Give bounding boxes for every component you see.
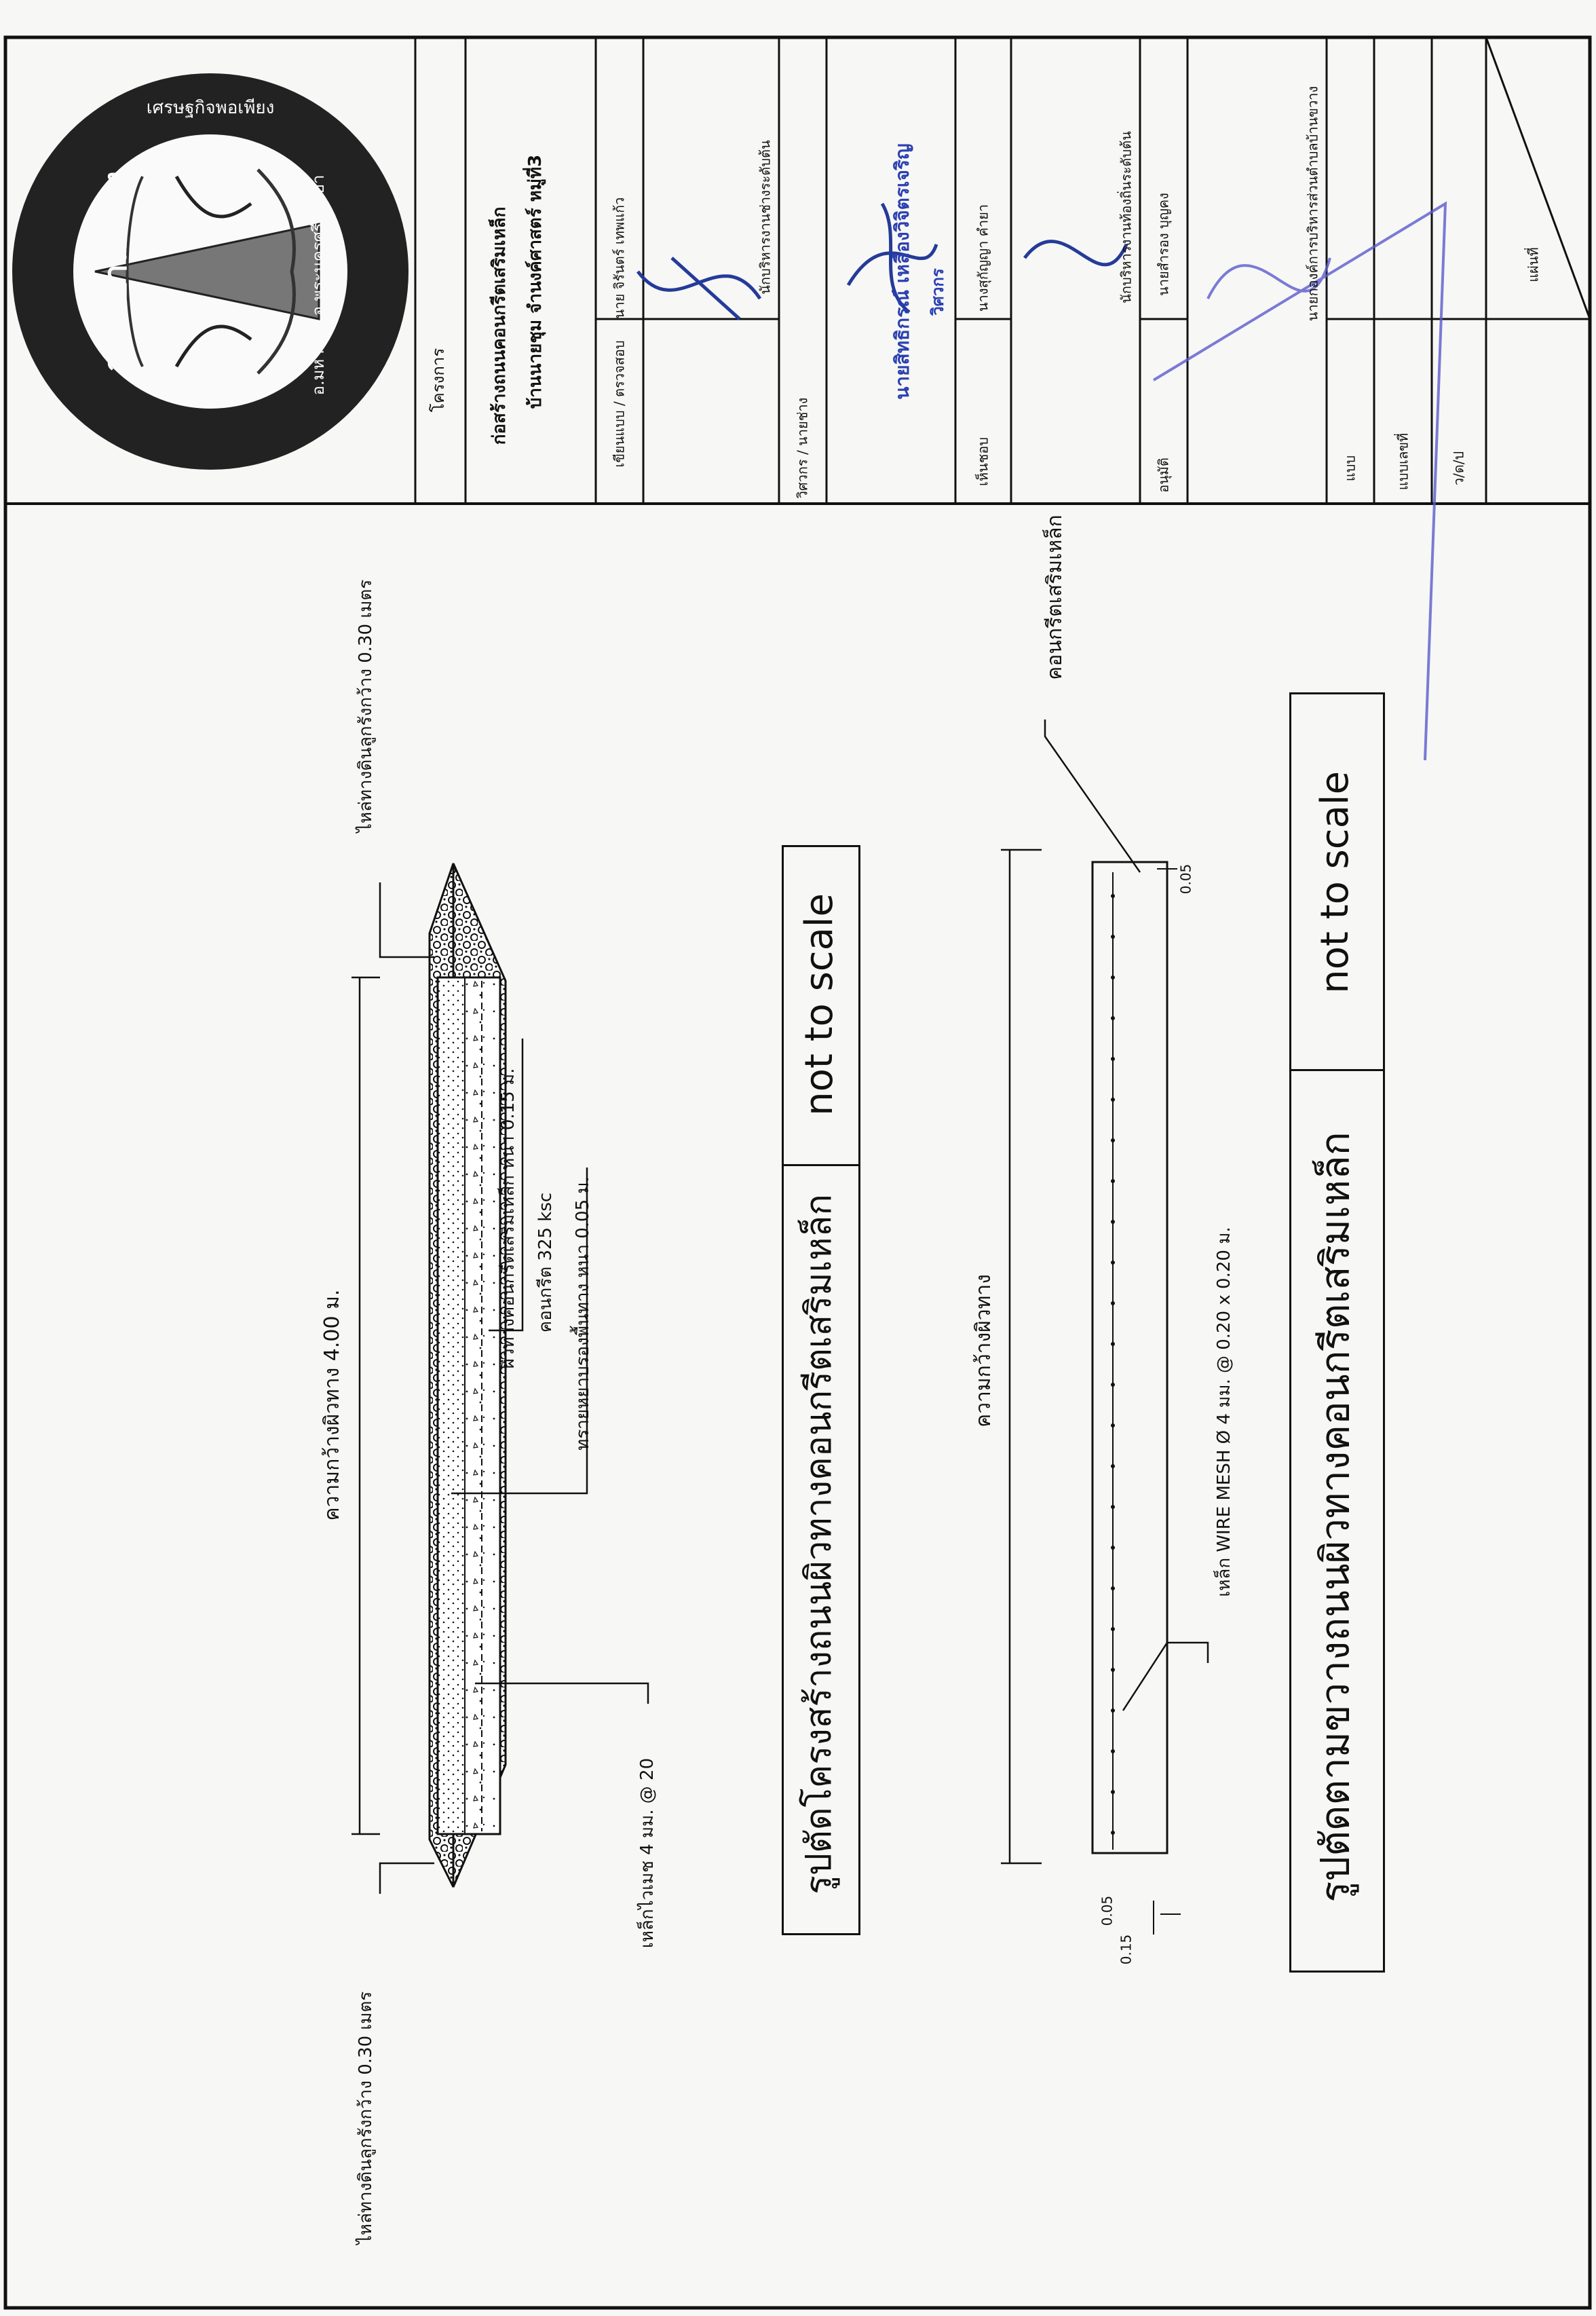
wire-mesh-note: เหล็กไวเมช 4 มม. @ 20 <box>637 1757 658 1949</box>
shoulder-right-label: ไหล่ทางดินลูกรังกว้าง 0.30 เมตร <box>356 579 377 833</box>
authorizer-position: นายกองค์การบริหารส่วนตำบลบ้านขวาง <box>1304 86 1321 322</box>
approver-position: นักบริหารงานท้องถิ่นระดับต้น <box>1118 131 1135 303</box>
project-name: ก่อสร้างถนนคอนกรีตเสริมเหล็ก <box>489 206 510 445</box>
section2-title: รูปตัดตามขวางถนนผิวทางคอนกรีตเสริมเหล็ก <box>1312 1132 1358 1903</box>
shoulder-left-label: ไหล่ทางดินลูกรังกว้าง 0.30 เมตร <box>356 1991 377 2245</box>
cross-section-drawing <box>1001 720 1208 1935</box>
engineer-stamp-title: วิศวกร <box>928 268 948 316</box>
seal-text-top: อบต.บ้านขวาง <box>96 170 134 373</box>
wire-mesh-spec-note: เหล็ก WIRE MESH Ø 4 มม. @ 0.20 x 0.20 ม. <box>1214 1227 1235 1597</box>
form-no-label: แบบเลขที่ <box>1394 432 1411 491</box>
signature-designer <box>638 258 760 319</box>
seal-text-right: เศรษฐกิจพอเพียง <box>146 98 275 119</box>
engineer-stamp-name: นายสิทธิกรณ์ เหลืองวิจิตรเจริญ <box>890 143 913 400</box>
engineer-label: วิศวกร / นายช่าง <box>794 397 811 499</box>
dim-0-05-left: 0.05 <box>1099 1895 1116 1926</box>
project-location: บ้านนายชุม จำนงค์ศาสตร์ หมู่ที่3 <box>525 154 546 409</box>
approver-name: นางสุกัญญา คำยา <box>974 204 991 312</box>
concrete-strength-note: คอนกรีต 325 ksc <box>535 1192 556 1333</box>
designer-name: นาย จิรันตร์ เทพแก้ว <box>611 197 628 319</box>
authorizer-name: นายสำรอง บุญคง <box>1155 193 1172 296</box>
section1-title: รูปตัดโครงสร้างถนนผิวทางคอนกรีตเสริมเหล็ก <box>799 1194 840 1894</box>
concrete-thickness-note: ผิวทางคอนกรีตเสริมเหล็ก หนา 0.15 ม. <box>498 1068 519 1369</box>
reinforced-concrete-label: คอนกรีตเสริมเหล็ก <box>1042 515 1067 680</box>
approve-label: เห็นชอบ <box>974 437 991 486</box>
signature-approver <box>1025 242 1126 265</box>
dim-0-05-right: 0.05 <box>1177 863 1194 895</box>
road-section-drawing <box>352 863 648 1894</box>
road-width-label: ความกว้างผิวทาง <box>971 1274 995 1427</box>
dim-0-15-left: 0.15 <box>1118 1934 1135 1965</box>
project-label: โครงการ <box>429 348 449 413</box>
top-width-dimension: ความกว้างผิวทาง 4.00 ม. <box>320 1289 344 1521</box>
sheet-label: แผ่นที่ <box>1525 247 1542 282</box>
authorize-label: อนุมัติ <box>1155 457 1172 493</box>
section2-scale-note: not to scale <box>1312 771 1357 994</box>
seal-emblem <box>12 73 408 470</box>
designer-label: เขียนแบบ / ตรวจสอบ <box>611 340 628 468</box>
seal-text-bottom: อ.มหาราช จ.พระนครศรีอยุธยา <box>309 174 328 396</box>
section1-scale-note: not to scale <box>797 893 841 1116</box>
designer-position: นักบริหารงานช่างระดับต้น <box>757 140 774 295</box>
sand-base-note: ทรายหยาบรองพื้นทาง หนา 0.05 ม. <box>573 1176 594 1451</box>
form-label: แบบ <box>1342 455 1358 482</box>
date-label: ว/ด/ป <box>1450 451 1467 486</box>
